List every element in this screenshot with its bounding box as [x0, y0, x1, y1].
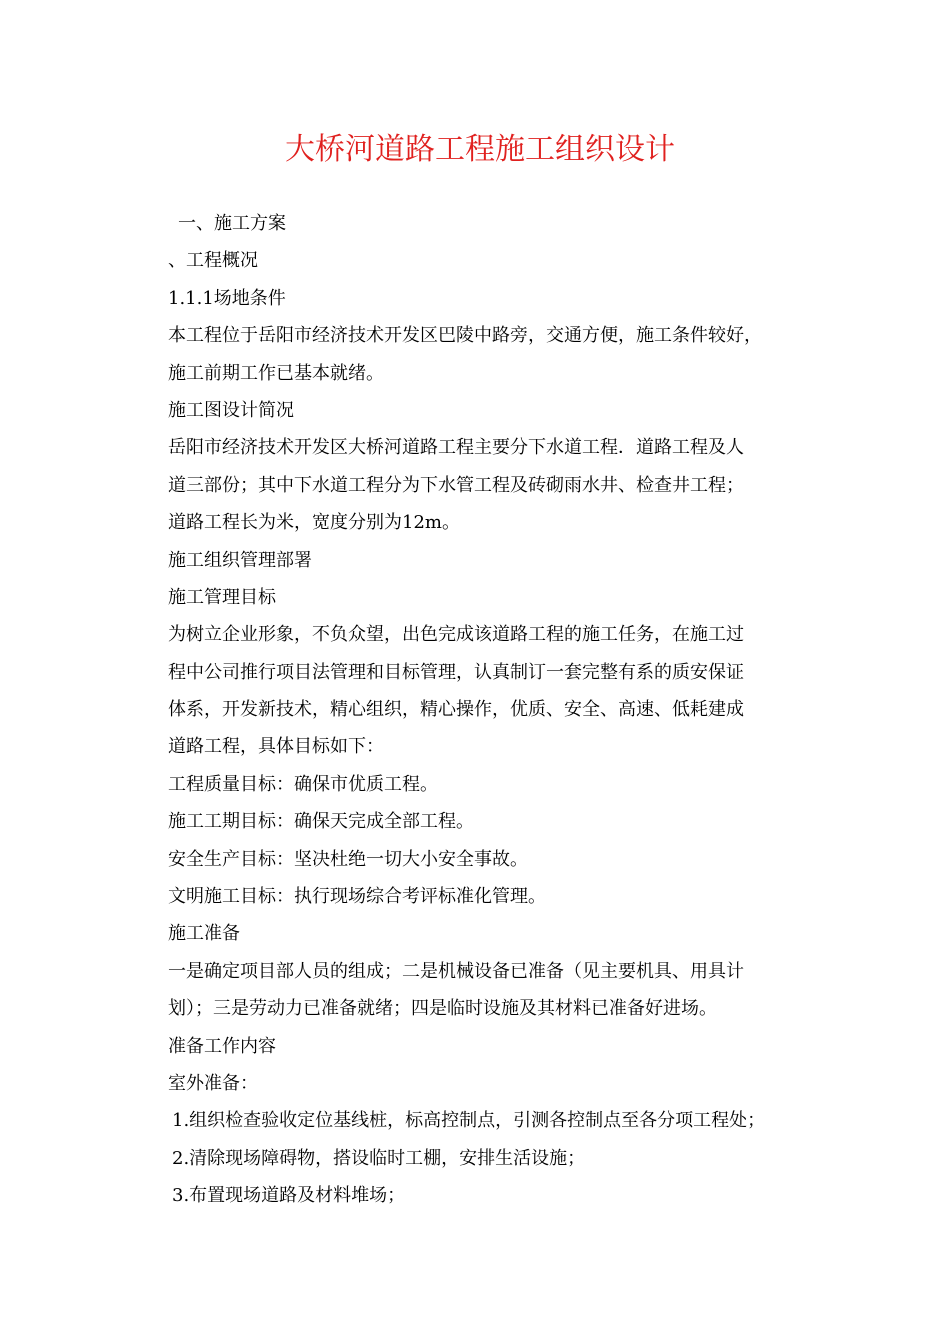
subsection-heading: 室外准备： [168, 1072, 258, 1094]
subsection-heading: 1.1.1场地条件 [168, 287, 286, 309]
goal-item: 施工工期目标：确保天完成全部工程。 [168, 811, 474, 833]
paragraph-line: 道三部份；其中下水道工程分为下水管工程及砖砌雨水井、检查井工程； [168, 474, 744, 496]
goal-item: 文明施工目标：执行现场综合考评标准化管理。 [168, 886, 546, 908]
goal-item: 工程质量目标：确保市优质工程。 [168, 773, 438, 795]
paragraph-line: 本工程位于岳阳市经济技术开发区巴陵中路旁，交通方便，施工条件较好， [168, 325, 762, 347]
list-item: 3.布置现场道路及材料堆场； [172, 1185, 406, 1207]
paragraph-line: 体系，开发新技术，精心组织，精心操作，优质、安全、高速、低耗建成 [168, 699, 744, 721]
subsection-heading: 施工组织管理部署 [168, 549, 312, 571]
paragraph-line: 道路工程，具体目标如下： [168, 736, 384, 758]
list-item: 1.组织检查验收定位基线桩，标高控制点，引测各控制点至各分项工程处； [172, 1110, 766, 1132]
document-title: 大桥河道路工程施工组织设计 [285, 132, 675, 167]
subsection-heading: 准备工作内容 [168, 1035, 276, 1057]
paragraph-line: 道路工程长为米，宽度分别为12m。 [168, 512, 460, 534]
paragraph-line: 岳阳市经济技术开发区大桥河道路工程主要分下水道工程．道路工程及人 [168, 437, 744, 459]
subsection-heading: 施工准备 [168, 923, 240, 945]
document-body [168, 205, 808, 1215]
list-item: 2.清除现场障碍物，搭设临时工棚，安排生活设施； [172, 1147, 586, 1169]
goal-item: 安全生产目标：坚决杜绝一切大小安全事故。 [168, 848, 528, 870]
subsection-heading: 施工图设计简况 [168, 399, 294, 421]
paragraph-line: 一是确定项目部人员的组成；二是机械设备已准备（见主要机具、用具计 [168, 960, 744, 982]
paragraph-line: 程中公司推行项目法管理和目标管理，认真制订一套完整有系的质安保证 [168, 661, 744, 683]
subsection-heading: 施工管理目标 [168, 586, 276, 608]
paragraph-line: 为树立企业形象，不负众望，出色完成该道路工程的施工任务，在施工过 [168, 624, 744, 646]
paragraph-line: 施工前期工作已基本就绪。 [168, 362, 384, 384]
subsection-heading: 、工程概况 [168, 250, 258, 272]
paragraph-line: 划）；三是劳动力已准备就绪；四是临时设施及其材料已准备好进场。 [168, 998, 717, 1020]
section-heading: 一、施工方案 [178, 213, 286, 234]
